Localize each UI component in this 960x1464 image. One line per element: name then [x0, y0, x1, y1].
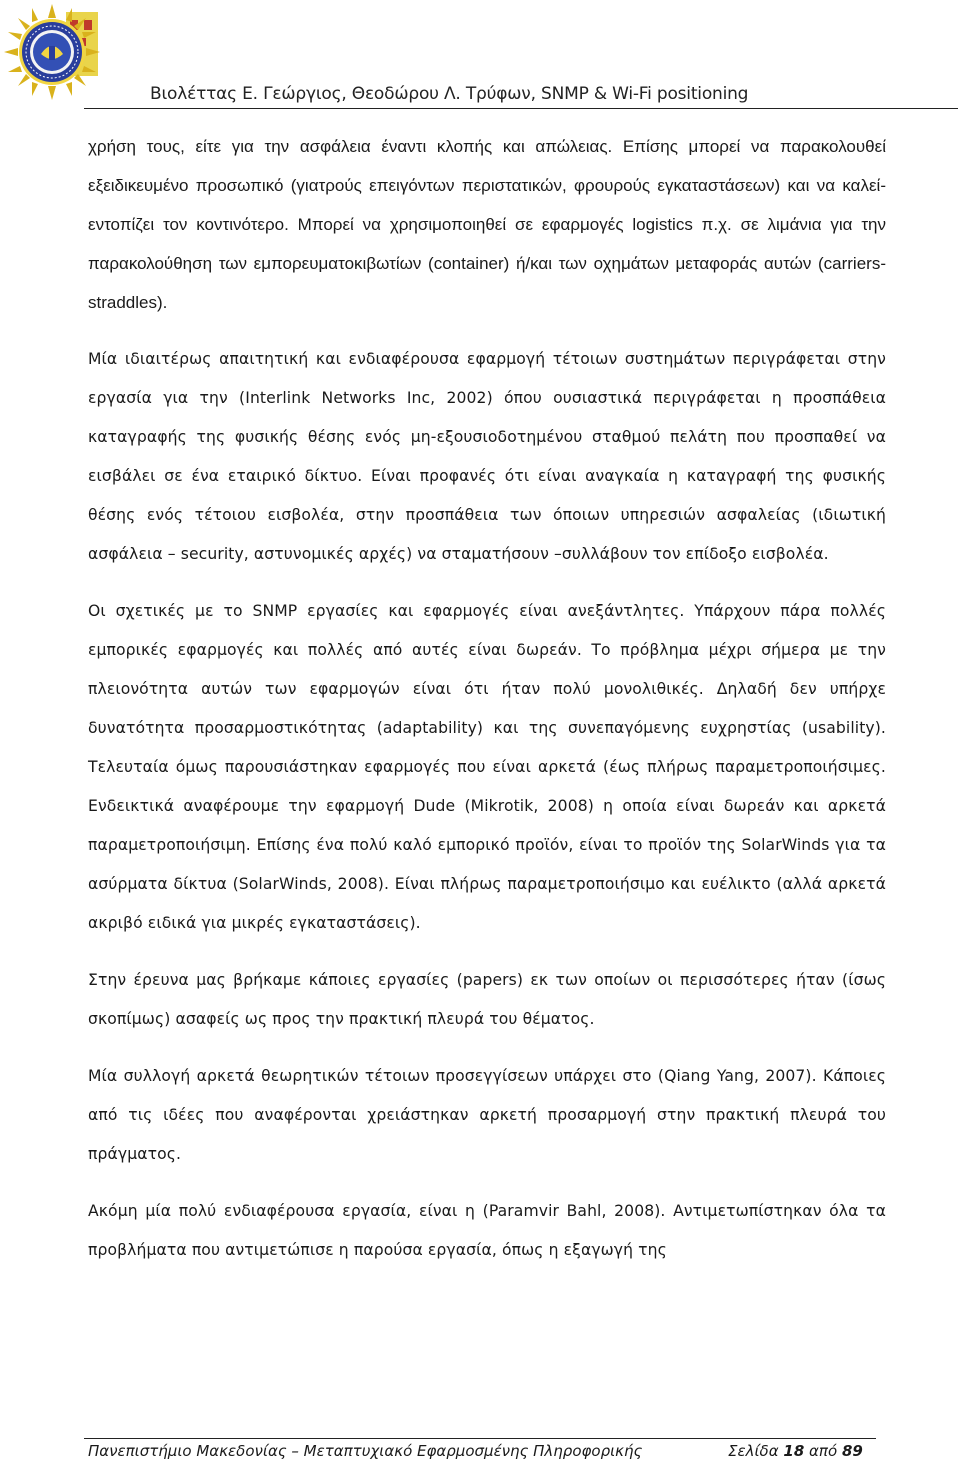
- page-footer: [88, 1442, 863, 1460]
- paragraph-5: Μία συλλογή αρκετά θεωρητικών τέτοιων προσεγγίσεων υπάρχει στο (Qiang Yang, 2007). Κάποιες από τις ιδέες που αναφέρονται χρειάστηκαν αρκετή προσαρμογή στην πρακτική πλευρά του πράγματος.: [88, 1067, 886, 1163]
- paragraph-6: Ακόμη μία πολύ ενδιαφέρουσα εργασία, είναι η (Paramvir Bahl, 2008). Αντιμετωπίστηκαν όλα τα προβλήματα που αντιμετώπισε η παρούσα εργασία, όπως η εξαγωγή της: [88, 1202, 886, 1259]
- paragraph-4: Στην έρευνα μας βρήκαμε κάποιες εργασίες (papers) εκ των οποίων οι περισσότερες ήταν (ίσως σκοπίμως) ασαφείς ως προς την πρακτική πλευρά του θέματος.: [88, 971, 886, 1028]
- paragraph-1: χρήση τους, είτε για την ασφάλεια έναντι κλοπής και απώλειας. Επίσης μπορεί να παρακολουθεί εξειδικευμένο προσωπικό (γιατρούς επειγόντων περιστατικών, φρουρούς εγκαταστάσεων) και να καλεί-εντοπίζει τον κοντινότερο. Μπορεί να χρησιμοποιηθεί σε εφαρμογές logistics π.χ. σε λιμάνια για την παρακολούθηση των εμπορευματοκιβωτίων (container) ή/και των οχημάτων μεταφοράς αυτών (carriers- straddles).: [88, 137, 886, 312]
- page-current: 18: [783, 1442, 805, 1460]
- university-seal-logo: [4, 4, 100, 100]
- footer-divider: [84, 1438, 876, 1439]
- running-header: Βιολέττας Ε. Γεώργιος, Θεοδώρου Λ. Τρύφων, SNMP & Wi-Fi positioning: [150, 84, 749, 104]
- page-number: [728, 1442, 863, 1460]
- page-label: Σελίδα: [728, 1442, 779, 1460]
- footer-institution: Πανεπιστήμιο Μακεδονίας – Μεταπτυχιακό Εφαρμοσμένης Πληροφορικής: [88, 1442, 643, 1460]
- header-divider: [84, 108, 958, 109]
- paragraph-3: Οι σχετικές με το SNMP εργασίες και εφαρμογές είναι ανεξάντλητες. Υπάρχουν πάρα πολλές εμπορικές εφαρμογές και πολλές από αυτές είναι δωρεάν. Το πρόβλημα μέχρι σήμερα με την πλειονότητα αυτών των εφαρμογών είναι ότι ήταν πολύ μονολιθικές. Δηλαδή δεν υπήρχε δυνατότητα προσαρμοστικότητας (adaptability) και της συνεπαγόμενης ευχρηστίας (usability). Τελευταία όμως παρουσιάστηκαν εφαρμογές που είναι αρκετά (έως πλήρως παραμετροποιήσιμες. Ενδεικτικά αναφέρουμε την εφαρμογή Dude (Mikrotik, 2008) η οποία είναι δωρεάν και αρκετά παραμετροποιήσιμη. Επίσης ένα πολύ καλό εμπορικό προϊόν, είναι το προϊόν της SolarWinds για τα ασύρματα δίκτυα (SolarWinds, 2008). Είναι πλήρως παραμετροποιήσιμο και ευέλικτο (αλλά αρκετά ακριβό ειδικά για μικρές εγκαταστάσεις).: [88, 602, 886, 932]
- page-separator: από: [809, 1442, 838, 1460]
- document-body: [88, 127, 886, 1270]
- paragraph-2: Μία ιδιαιτέρως απαιτητική και ενδιαφέρουσα εφαρμογή τέτοιων συστημάτων περιγράφεται στην εργασία για την (Interlink Networks Inc, 2002) όπου ουσιαστικά περιγράφεται η προσπάθεια καταγραφής της φυσικής θέσης ενός μη-εξουσιοδοτημένου σταθμού πελάτη που προσπαθεί να εισβάλει σε ένα εταιρικό δίκτυο. Είναι προφανές ότι είναι αναγκαία η καταγραφή της φυσικής θέσης ενός τέτοιου εισβολέα, στην προσπάθεια των όποιων υπηρεσιών ασφαλείας (ιδιωτική ασφάλεια – security, αστυνομικές αρχές) να σταματήσουν –συλλάβουν τον επίδοξο εισβολέα.: [88, 350, 886, 563]
- page-total: 89: [841, 1442, 863, 1460]
